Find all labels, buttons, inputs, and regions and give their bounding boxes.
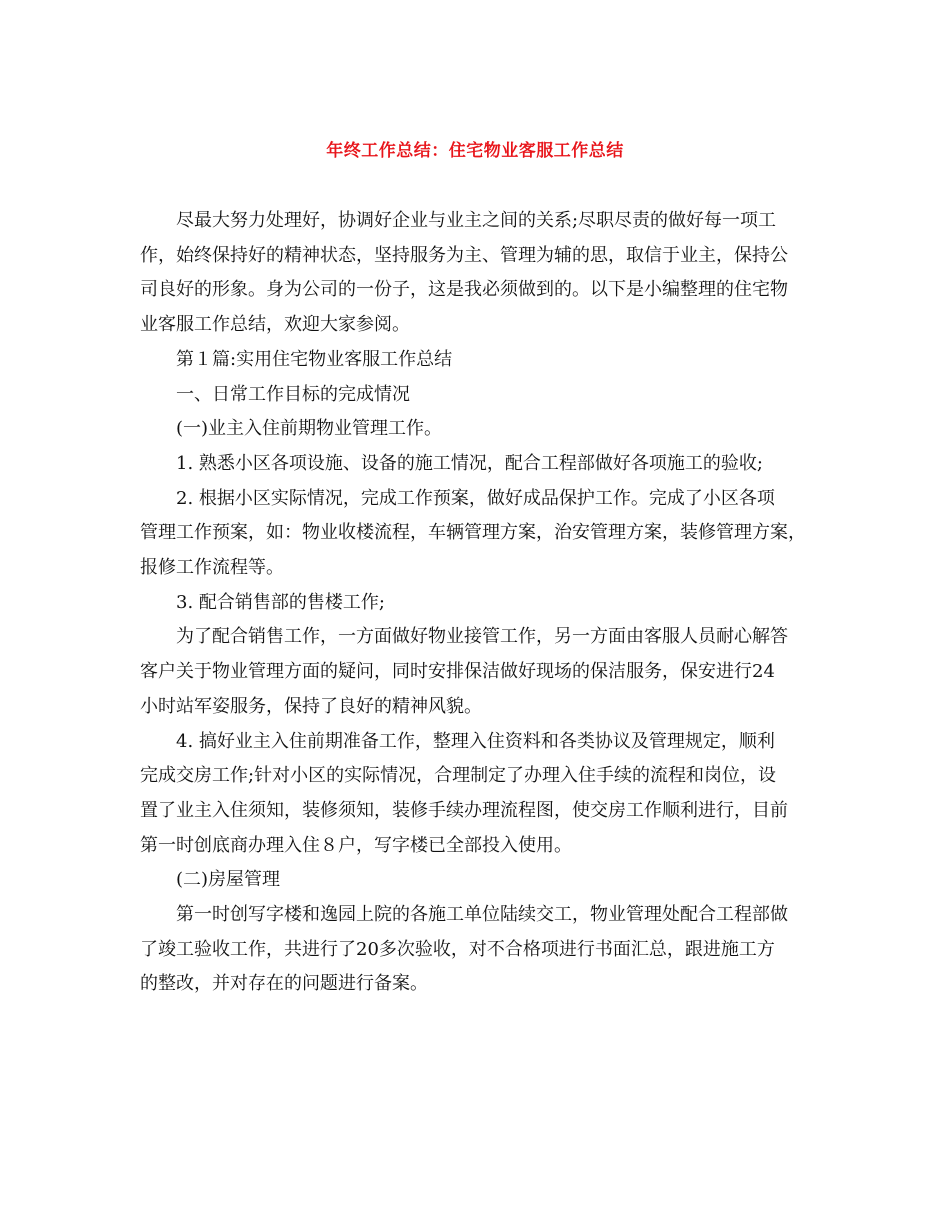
list-item-3: [140, 586, 830, 621]
section-heading-goals: [140, 378, 830, 413]
text-line: 第一时创写字楼和逸园上院的各施工单位陆续交工，物业管理处配合工程部做: [176, 904, 788, 926]
text-line: 3. 配合销售部的售楼工作;: [176, 591, 385, 613]
text-line: 报修工作流程等。: [140, 557, 284, 579]
text-line: 第一时创底商办理入住８户，写字楼已全部投入使用。: [140, 834, 572, 856]
text-line: (二)房屋管理: [176, 869, 281, 891]
text-line: 第１篇:实用住宅物业客服工作总结: [176, 348, 453, 370]
text-line: 司良好的形象。身为公司的一份子，这是我必须做到的。以下是小编整理的住宅物: [140, 279, 788, 301]
text-line: 了竣工验收工作，共进行了20多次验收，对不合格项进行书面汇总，跟进施工方: [140, 938, 775, 960]
text-line: 管理工作预案，如：物业收楼流程，车辆管理方案，治安管理方案，装修管理方案，: [140, 522, 806, 544]
paragraph-sales-support: [140, 620, 830, 724]
text-line: 作，始终保持好的精神状态，坚持服务为主、管理为辅的思，取信于业主，保持公: [140, 244, 788, 266]
text-line: 客户关于物业管理方面的疑问，同时安排保洁做好现场的保洁服务，保安进行24: [140, 661, 775, 683]
text-line: 置了业主入住须知，装修须知，装修手续办理流程图，使交房工作顺利进行，目前: [140, 799, 788, 821]
text-line: 一、日常工作目标的完成情况: [176, 383, 410, 405]
text-line: 1. 熟悉小区各项设施、设备的施工情况，配合工程部做好各项施工的验收;: [176, 452, 763, 474]
text-line: 完成交房工作;针对小区的实际情况，合理制定了办理入住手续的流程和岗位，设: [140, 765, 777, 787]
paragraph-intro: [140, 204, 830, 343]
list-item-4: [140, 725, 830, 864]
list-item-1: [140, 447, 830, 482]
subsection-heading-housing: [140, 863, 830, 898]
text-line: 为了配合销售工作，一方面做好物业接管工作，另一方面由客服人员耐心解答: [176, 626, 788, 648]
text-line: 尽最大努力处理好，协调好企业与业主之间的关系;尽职尽责的做好每一项工: [176, 210, 777, 231]
subsection-heading-pre-occupancy: [140, 412, 830, 447]
text-line: 业客服工作总结，欢迎大家参阅。: [140, 314, 410, 336]
text-line: 的整改，并对存在的问题进行备案。: [140, 973, 428, 995]
text-line: 4. 搞好业主入住前期准备工作，整理入住资料和各类协议及管理规定，顺利: [176, 730, 775, 752]
document-title: 年终工作总结：住宅物业客服工作总结: [326, 141, 624, 161]
section-heading-part1: [140, 343, 830, 378]
text-line: 小时站军姿服务，保持了良好的精神风貌。: [140, 695, 482, 717]
paragraph-acceptance: [140, 898, 830, 1002]
text-line: 2. 根据小区实际情况，完成工作预案，做好成品保护工作。完成了小区各项: [176, 487, 775, 509]
list-item-2: [140, 482, 830, 586]
document-body: [140, 204, 830, 1002]
text-line: (一)业主入住前期物业管理工作。: [176, 418, 443, 440]
